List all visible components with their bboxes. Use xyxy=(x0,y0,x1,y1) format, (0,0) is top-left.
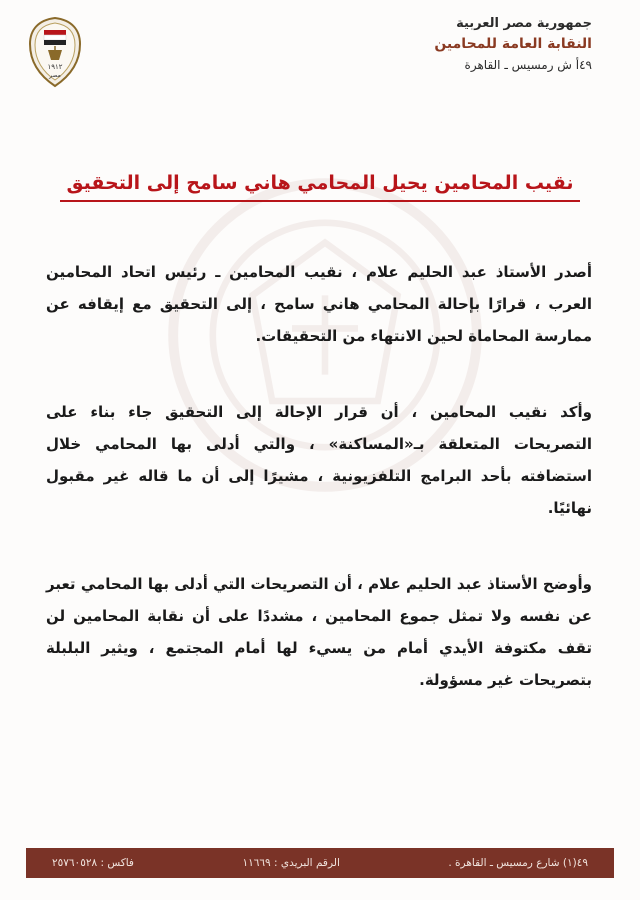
logo-country: مصر xyxy=(49,72,61,79)
syndicate-name: النقابة العامة للمحامين xyxy=(434,36,592,52)
logo-year: ١٩١٢ xyxy=(47,63,63,71)
letterhead-footer xyxy=(26,848,614,878)
syndicate-logo-icon xyxy=(26,16,84,88)
footer-address: ٤٩(١) شارع رمسيس ـ القاهرة . xyxy=(448,857,588,869)
letterhead-header xyxy=(332,14,592,75)
paragraph-3: وأوضح الأستاذ عبد الحليم علام ، أن التصريحات التي أدلى بها المحامي تعبر عن نفسه ولا تمثل جموع المحامين ، مشددًا على أن نقابة المحامين لن تقف مكتوفة الأيدي أمام من يسيء لها أمام المجتمع ، ويثير البلبلة بتصريحات غير مسؤولة. xyxy=(46,575,592,689)
title-area xyxy=(0,172,640,202)
country-name: جمهورية مصر العربية xyxy=(456,16,592,31)
footer-fax: فاكس : ٢٥٧٦٠٥٢٨ xyxy=(52,857,134,869)
paragraph-1: أصدر الأستاذ عبد الحليم علام ، نقيب المحامين ـ رئيس اتحاد المحامين العرب ، قرارًا بإحالة المحامي هاني سامح ، إلى التحقيق مع إيقافه عن ممارسة المحاماة لحين الانتهاء من التحقيقات. xyxy=(46,263,592,345)
header-address: ٤٩أ ش رمسيس ـ القاهرة xyxy=(464,58,592,72)
footer-postal-code: الرقم البريدي : ١١٦٦٩ xyxy=(242,857,340,869)
paragraph-2: وأكد نقيب المحامين ، أن قرار الإحالة إلى التحقيق جاء بناء على التصريحات المتعلقة بـ«المساكنة» ، والتي أدلى بها المحامي خلال استضافته بأحد البرامج التلفزيونية ، مشيرًا إلى أن ما قاله غير مقبول نهائيًا. xyxy=(46,403,592,517)
document-title: نقيب المحامين يحيل المحامي هاني سامح إلى التحقيق xyxy=(60,172,579,202)
document-body xyxy=(46,256,592,740)
